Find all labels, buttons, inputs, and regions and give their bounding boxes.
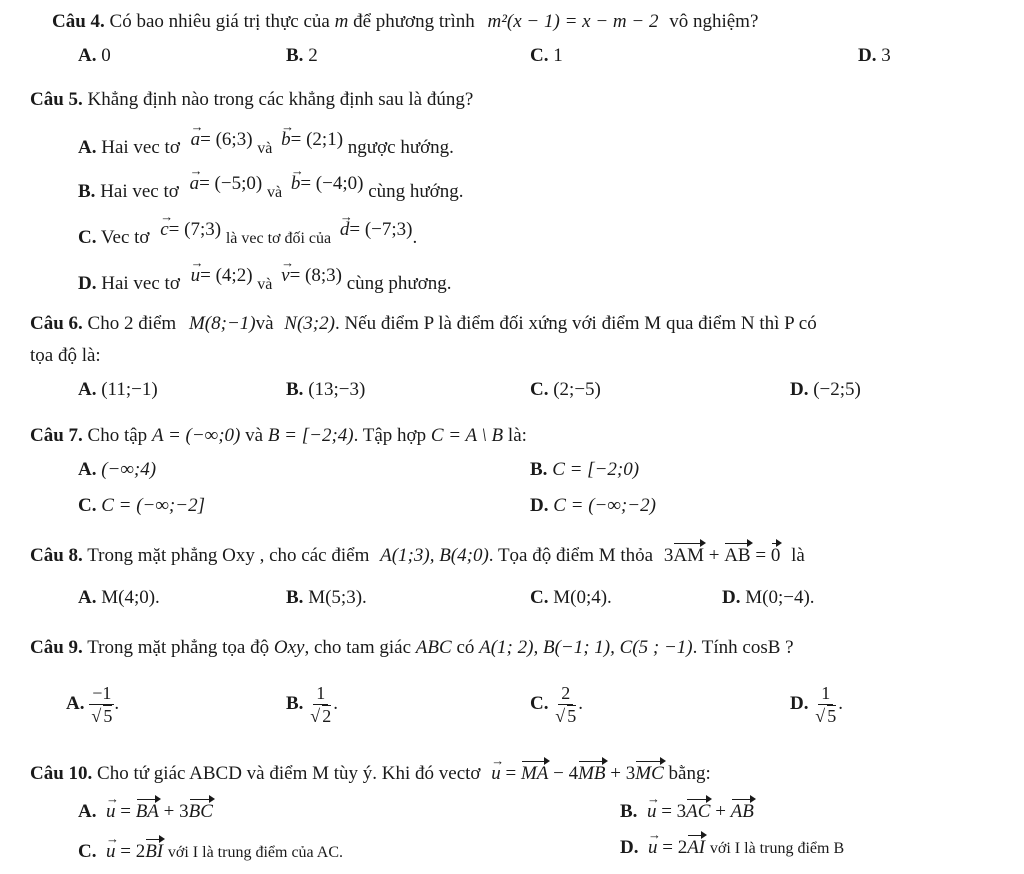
numerator: 1 [313, 682, 328, 705]
option-value: 0 [101, 45, 111, 66]
option-label: B. [286, 587, 304, 608]
equation: m²(x − 1) = x − m − 2 [487, 11, 659, 32]
math: = [505, 763, 517, 784]
option-label: D. [530, 495, 549, 516]
question-label: Câu 7. [30, 425, 83, 446]
numerator: 1 [818, 682, 833, 705]
denominator: 5 [827, 705, 837, 726]
option-c[interactable] [530, 44, 563, 68]
option-label: C. [530, 379, 549, 400]
math: = 2 [662, 837, 688, 858]
option-a[interactable] [78, 800, 213, 824]
option-label: C. [530, 587, 549, 608]
vector: MC [635, 763, 664, 784]
math: − 4 [553, 763, 579, 784]
option-label: C. [78, 495, 97, 516]
option-a[interactable] [78, 586, 160, 610]
question-text: Cho 2 điểm [87, 313, 177, 334]
question-label: Câu 10. [30, 763, 93, 784]
math: = (2;1) [290, 129, 344, 150]
option-text: và [257, 276, 273, 293]
vector: → b [281, 128, 291, 152]
option-label: B. [286, 693, 304, 714]
question-text: và [255, 313, 274, 334]
option-label: A. [78, 587, 97, 608]
math: = (−4;0) [300, 173, 364, 194]
math: = (4;2) [200, 265, 253, 286]
option-c[interactable]: C. 2 √ 5 . [530, 676, 583, 732]
vector: → a [191, 128, 201, 152]
option-label: B. [78, 181, 96, 202]
option-label: B. [530, 459, 548, 480]
question-5-stem [30, 88, 473, 112]
math: N(3;2) [284, 313, 335, 334]
math: = (−5;0) [199, 173, 263, 194]
option-text: và [257, 140, 273, 157]
math: = (6;3) [200, 129, 253, 150]
vector: → u [191, 264, 201, 288]
option-c[interactable] [530, 586, 612, 610]
option-value: 2 [308, 45, 318, 66]
question-6-line2: tọa độ là: [30, 345, 101, 366]
option-d[interactable] [722, 586, 815, 610]
vector: → u [491, 762, 501, 786]
option-value: (11;−1) [101, 379, 158, 400]
vector: → b [291, 172, 301, 196]
math: ABC [415, 637, 452, 658]
option-text: cùng hướng. [368, 181, 464, 202]
vector: AM [673, 545, 704, 566]
option-label: A. [78, 379, 97, 400]
option-label: D. [790, 693, 809, 714]
option-text: ngược hướng. [347, 137, 454, 158]
math: = 3 [661, 801, 687, 822]
question-text: . Nếu điểm P là điểm đối xứng với điểm M qua điểm N thì P có [334, 313, 817, 334]
option-value: 3 [881, 45, 891, 66]
question-6-stem [30, 312, 817, 336]
question-label: Câu 5. [30, 89, 83, 110]
question-text: . Tập hợp [353, 425, 427, 446]
option-value: C = [−2;0) [552, 459, 640, 480]
fraction [813, 682, 838, 727]
option-value: (−∞;4) [101, 459, 157, 480]
option-label: A. [66, 693, 85, 714]
question-text: Có bao nhiêu giá trị thực của [109, 11, 330, 32]
question-text: là [791, 545, 805, 566]
question-text: có [456, 637, 475, 658]
option-d[interactable] [620, 836, 844, 861]
vector: → u [648, 836, 658, 860]
option-label: D. [722, 587, 741, 608]
question-text: và [245, 425, 264, 446]
question-8-stem [30, 544, 805, 568]
vector: → c [160, 218, 168, 242]
question-text: Khẳng định nào trong các khẳng định sau là đúng? [87, 89, 474, 110]
math: = (−7;3) [349, 219, 413, 240]
question-text: để phương trình [353, 11, 475, 32]
option-c[interactable] [78, 494, 205, 518]
fraction [308, 682, 333, 727]
question-label: Câu 6. [30, 313, 83, 334]
option-b[interactable]: B. 1 √ 2 . [286, 676, 338, 732]
question-text: Cho tứ giác ABCD và điểm M tùy ý. Khi đó vectơ [97, 763, 481, 784]
math: Oxy [273, 637, 305, 658]
math: + [715, 801, 726, 822]
math: M(8;−1) [188, 313, 256, 334]
option-label: C. [78, 841, 97, 862]
vector: AI [687, 837, 706, 858]
math: C = A \ B [430, 425, 504, 446]
option-text: với I là trung điểm B [709, 840, 845, 857]
question-9-stem [30, 636, 794, 660]
math: A(1; 2), B(−1; 1), C(5 ; −1) [479, 637, 693, 658]
option-d[interactable] [78, 265, 452, 297]
math: = [120, 801, 131, 822]
question-text: vô nghiệm? [669, 11, 759, 32]
vector: → u [647, 800, 657, 824]
math: = (7;3) [168, 219, 222, 240]
option-value: (−2;5) [813, 379, 861, 400]
option-c[interactable] [78, 219, 418, 251]
option-a[interactable] [78, 44, 111, 68]
vector: 0 [770, 545, 781, 566]
vector: → a [190, 172, 200, 196]
question-text: bằng: [668, 763, 711, 784]
question-label: Câu 4. [52, 11, 105, 32]
option-label: A. [78, 801, 97, 822]
option-text: cùng phương. [346, 273, 452, 294]
option-label: A. [78, 45, 97, 66]
vector: MB [578, 763, 606, 784]
option-d[interactable] [858, 44, 891, 68]
option-a[interactable]: A. −1 √ 5 . [66, 676, 119, 732]
fraction [89, 682, 114, 727]
option-value: M(5;3). [308, 587, 367, 608]
option-text: và [266, 184, 283, 201]
math: m [334, 11, 349, 32]
vector: → u [106, 840, 116, 864]
question-10-stem [30, 762, 711, 786]
vector: → u [106, 800, 116, 824]
math: + [708, 545, 720, 566]
math: = 2 [120, 841, 146, 862]
option-label: C. [530, 45, 549, 66]
option-text: Hai vec tơ [101, 137, 180, 158]
math: + 3 [610, 763, 636, 784]
option-b[interactable] [286, 586, 367, 610]
math: A(1;3), B(4;0) [380, 545, 489, 566]
question-text: Cho tập [87, 425, 148, 446]
vector: MA [520, 763, 549, 784]
vector: BC [188, 801, 213, 822]
denominator: 5 [103, 705, 113, 726]
question-label: Câu 9. [30, 637, 83, 658]
question-7-stem [30, 424, 527, 448]
option-value: M(0;4). [553, 587, 612, 608]
option-label: B. [286, 379, 304, 400]
math: B = [−2;4) [267, 425, 354, 446]
vector: → v [281, 264, 289, 288]
vector: BA [135, 801, 159, 822]
question-text: . Tính cosB ? [692, 637, 794, 658]
question-text: . Tọa độ điểm M thỏa [488, 545, 654, 566]
numerator: −1 [89, 682, 114, 705]
vector: BI [145, 841, 164, 862]
question-label: Câu 8. [30, 545, 83, 566]
option-d[interactable]: D. 1 √ 5 . [790, 676, 843, 732]
option-b[interactable] [286, 44, 318, 68]
option-b[interactable] [530, 458, 639, 482]
question-text: , cho tam giác [304, 637, 412, 658]
vector: AB [724, 545, 751, 566]
fraction [553, 682, 578, 727]
option-a[interactable] [78, 378, 158, 402]
option-label: D. [858, 45, 877, 66]
math: 3 [663, 545, 674, 566]
option-label: C. [78, 227, 97, 248]
numerator: 2 [558, 682, 573, 705]
option-label: D. [790, 379, 809, 400]
option-b[interactable] [286, 378, 365, 402]
option-label: A. [78, 459, 97, 480]
math: A = (−∞;0) [151, 425, 241, 446]
option-value: C = (−∞;−2) [553, 495, 656, 516]
question-text: Trong mặt phẳng tọa độ [87, 637, 270, 658]
math: + 3 [163, 801, 189, 822]
question-text: là: [507, 425, 527, 446]
option-label: D. [78, 273, 97, 294]
option-a[interactable] [78, 458, 156, 482]
option-c[interactable] [78, 840, 343, 865]
question-4-stem [52, 10, 758, 34]
math: = (8;3) [289, 265, 342, 286]
option-text: . [412, 227, 418, 248]
option-c[interactable] [530, 378, 601, 402]
option-b[interactable] [620, 800, 754, 824]
option-value: (2;−5) [553, 379, 601, 400]
option-b[interactable] [78, 173, 464, 205]
option-label: D. [620, 837, 639, 858]
option-value: M(0;−4). [745, 587, 815, 608]
option-d[interactable] [530, 494, 656, 518]
option-value: M(4;0). [101, 587, 160, 608]
option-d[interactable] [790, 378, 861, 402]
option-a[interactable] [78, 129, 454, 161]
denominator: 2 [322, 705, 332, 726]
math: = [755, 545, 767, 566]
vector: → d [340, 218, 350, 242]
option-text: với I là trung điểm của AC. [167, 844, 343, 861]
option-text: Hai vec tơ [100, 181, 179, 202]
option-text: là vec tơ đối của [225, 230, 332, 247]
option-label: A. [78, 137, 97, 158]
denominator: 5 [567, 705, 577, 726]
option-value: (13;−3) [308, 379, 366, 400]
option-text: Hai vec tơ [101, 273, 180, 294]
option-label: C. [530, 693, 549, 714]
question-text: Trong mặt phẳng Oxy , cho các điểm [87, 545, 370, 566]
vector: AC [686, 801, 711, 822]
option-label: B. [620, 801, 638, 822]
vector: AB [730, 801, 754, 822]
option-value: C = (−∞;−2] [101, 495, 205, 516]
option-text: Vec tơ [100, 227, 150, 248]
option-value: 1 [553, 45, 563, 66]
option-label: B. [286, 45, 304, 66]
